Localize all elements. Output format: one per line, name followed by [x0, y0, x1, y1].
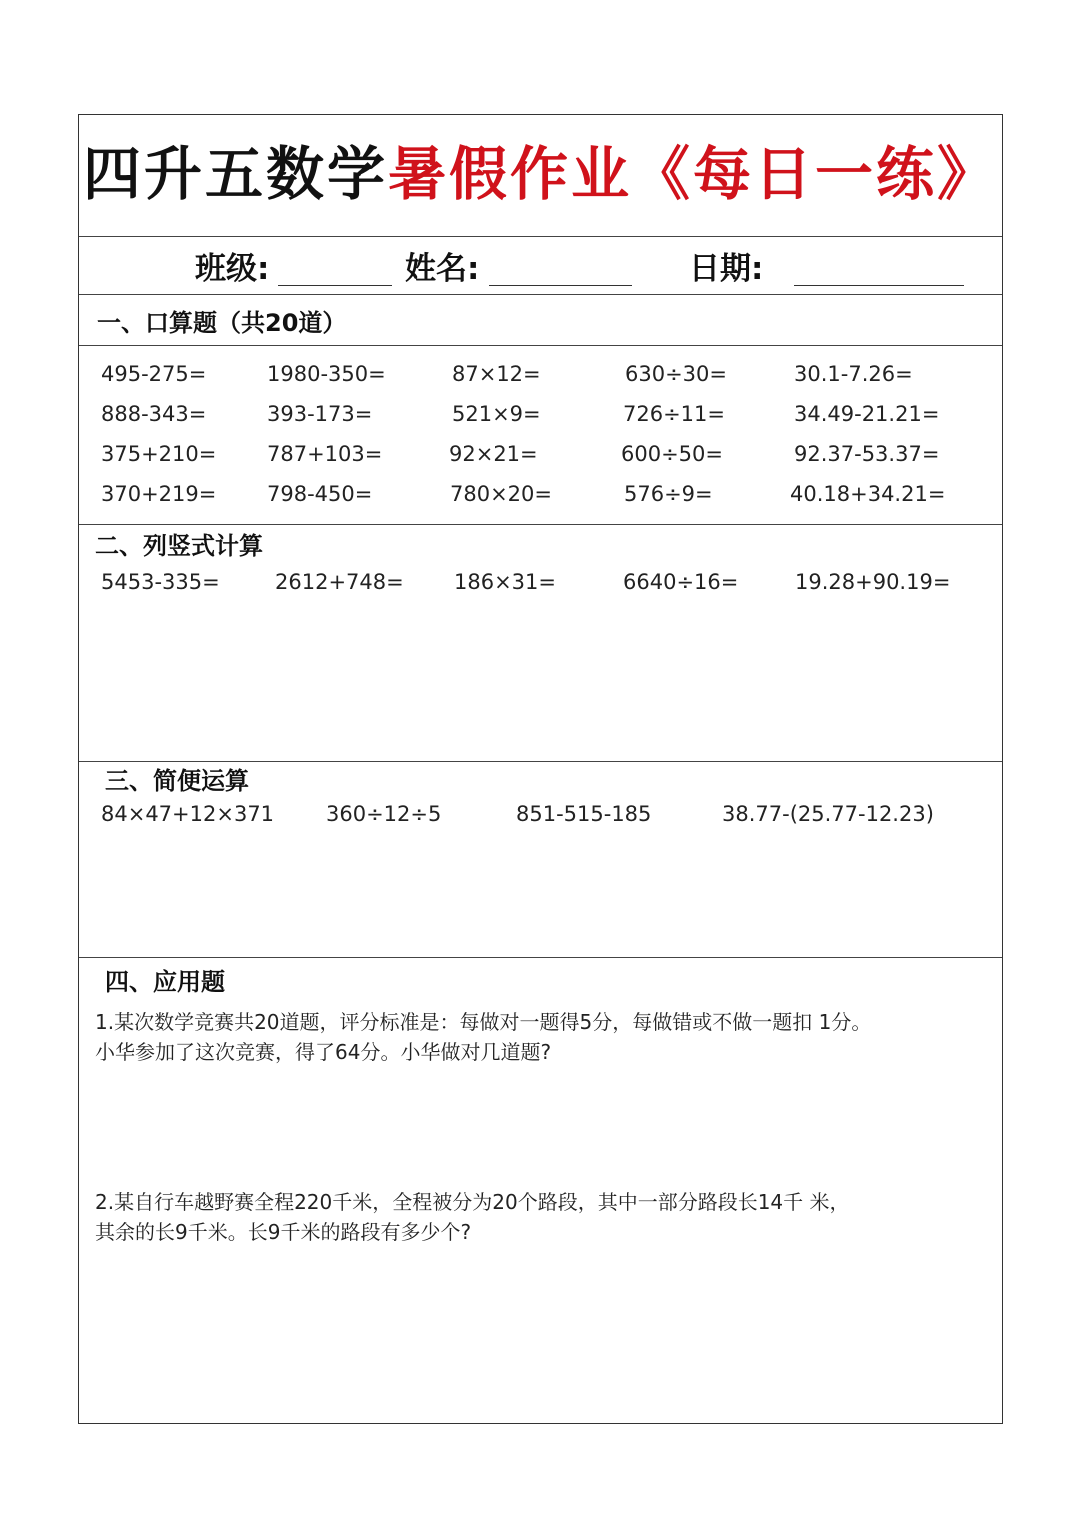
- word-problem-2: [95, 1187, 1000, 1247]
- vertical-calc-problem: 186×31=: [454, 570, 556, 594]
- page-title: [79, 139, 1002, 209]
- oral-problem: 495-275=: [101, 362, 207, 386]
- divider: [79, 761, 1002, 762]
- oral-problem: 375+210=: [101, 442, 217, 466]
- divider: [79, 345, 1002, 346]
- oral-problem: 780×20=: [450, 482, 552, 506]
- word-problem-line: 其余的长9千米。长9千米的路段有多少个?: [95, 1220, 472, 1244]
- oral-problem: 370+219=: [101, 482, 217, 506]
- simplify-problem: 84×47+12×371: [101, 802, 275, 826]
- class-blank-line[interactable]: [278, 285, 392, 286]
- oral-problem: 521×9=: [452, 402, 541, 426]
- oral-problem: 30.1-7.26=: [794, 362, 913, 386]
- word-problem-line: 小华参加了这次竞赛，得了64分。小华做对几道题?: [95, 1040, 552, 1064]
- word-problem-line: 1.某次数学竞赛共20道题，评分标准是：每做对一题得5分，每做错或不做一题扣 1分。: [95, 1010, 872, 1034]
- section-1-title: 一、口算题（共20道）: [97, 309, 347, 337]
- oral-problem: 726÷11=: [623, 402, 725, 426]
- section-3-title: 三、简便运算: [105, 767, 249, 795]
- divider: [79, 236, 1002, 237]
- oral-problem: 92×21=: [449, 442, 538, 466]
- oral-problem: 630÷30=: [625, 362, 727, 386]
- class-label: 班级:: [195, 251, 270, 287]
- worksheet: [78, 114, 1003, 1424]
- oral-problem: 600÷50=: [621, 442, 723, 466]
- word-problem-1: [95, 1007, 1000, 1067]
- oral-problem: 888-343=: [101, 402, 207, 426]
- vertical-calc-problem: 2612+748=: [275, 570, 404, 594]
- date-label: 日期:: [689, 251, 764, 287]
- simplify-problem: 360÷12÷5: [326, 802, 442, 826]
- vertical-calc-problem: 19.28+90.19=: [795, 570, 951, 594]
- oral-problem: 1980-350=: [267, 362, 386, 386]
- word-problem-line: 2.某自行车越野赛全程220千米，全程被分为20个路段，其中一部分路段长14千 米，: [95, 1190, 850, 1214]
- name-blank-line[interactable]: [489, 285, 632, 286]
- simplify-problem: 851-515-185: [516, 802, 652, 826]
- simplify-problem: 38.77-(25.77-12.23): [722, 802, 934, 826]
- oral-problem: 787+103=: [267, 442, 383, 466]
- oral-problem: 576÷9=: [624, 482, 713, 506]
- section-4-title: 四、应用题: [105, 968, 225, 996]
- oral-problem: 87×12=: [452, 362, 541, 386]
- oral-problem: 798-450=: [267, 482, 373, 506]
- date-blank-line[interactable]: [794, 285, 964, 286]
- divider: [79, 524, 1002, 525]
- vertical-calc-problem: 6640÷16=: [623, 570, 739, 594]
- oral-problem: 393-173=: [267, 402, 373, 426]
- oral-problem: 34.49-21.21=: [794, 402, 940, 426]
- divider: [79, 294, 1002, 295]
- vertical-calc-problem: 5453-335=: [101, 570, 220, 594]
- divider: [79, 957, 1002, 958]
- oral-problem: 92.37-53.37=: [794, 442, 940, 466]
- title-black-part: 四升五数学: [82, 140, 388, 208]
- oral-problem: 40.18+34.21=: [790, 482, 946, 506]
- title-red-part: 暑假作业《每日一练》: [388, 140, 999, 208]
- name-label: 姓名:: [405, 251, 480, 287]
- section-2-title: 二、列竖式计算: [95, 532, 263, 560]
